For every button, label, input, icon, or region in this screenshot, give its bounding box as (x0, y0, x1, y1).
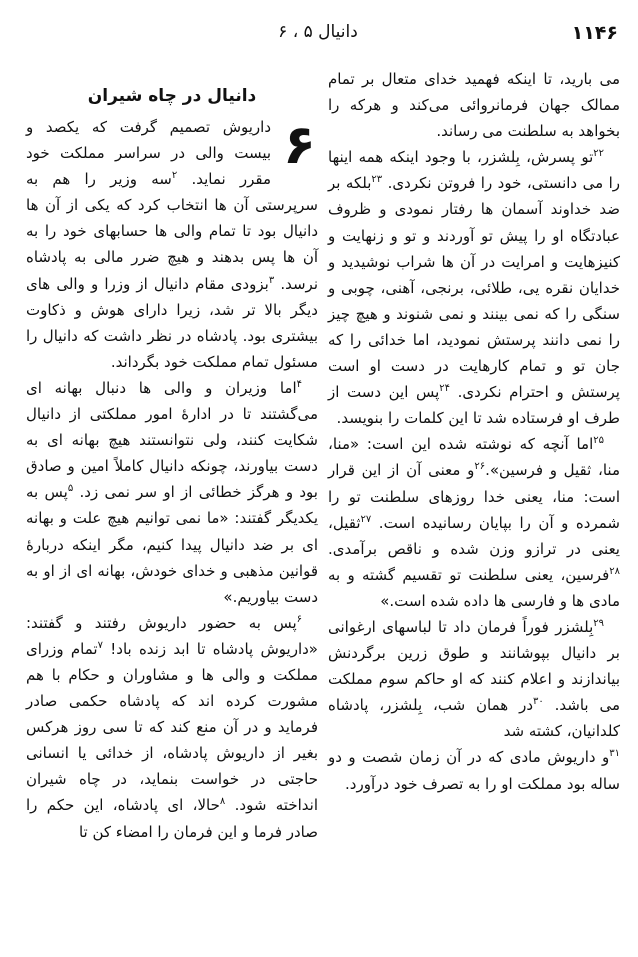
verse-number: ۳۰ (533, 696, 544, 708)
page-header (18, 22, 618, 52)
verse: $^{۲۵}$اما آنچه که نوشته شده این است: «منا، منا، ثقیل و فرسین».$^{۲۶}$و معنی آن از این قرار است: منا، یعنی خدا روزهای سلطنت تو را شمرده و آن را بپایان رسانیده است. $^{۲۷}$ثقیل، یعنی در ترازو وزن شده و ناقص برآمدی. $^{۲۸}$فرسین، یعنی سلطنت تو تقسیم گشته و به مادی ها و فارسی ها داده شده است.» (328, 435, 620, 610)
verse-number: ۲۴ (439, 383, 451, 395)
verse: $^{۳۱}$و داریوش مادی که در آن زمان شصت و دو ساله بود مملکت او را به تصرف خود درآورد. (328, 748, 620, 793)
paragraph: می بارید، تا اینکه فهمید خدای متعال بر تمام ممالک جهان فرمانروائی می‌کند و هرکه را بخواهد به سلطنت می رساند. (328, 70, 620, 141)
chapter-number: ۶ (283, 113, 316, 176)
verse-number: ۴ (296, 378, 302, 390)
verse-number: ۳ (268, 274, 275, 286)
verse-number: ۲۳ (371, 174, 383, 186)
verse: $^{۲۲}$تو پسرش، بِلشزر، با وجود اینکه همه اینها را می دانستی، خود را فروتن نکردی. $^{۲۳}$بلکه بر ضد خداوند آسمان ها رفتار نمودی و ظروف عبادتگاه او را پیش تو آوردند و تو و زنهایت و کنیزهایت و امرایت در آن ها شراب نوشیدید و خدایان نقره یی، طلائی، برنجی، آهنی، چوبی و سنگی را که نمی بینند و نمی شنوند و هیچ چیز را نمی دانند پرستش نمودید، اما خدائی را که جان تو و تمام کارهایت در دست او است پرستش و احترام نکردی. $^{۲۴}$پس این دست از طرف او فرستاده شد تا این کلمات را بنویسد. (328, 148, 620, 428)
left-column (26, 66, 318, 845)
section-title: دانیال در چاه شیران (87, 86, 257, 106)
verse-number: ۲۷ (360, 513, 372, 525)
running-head: دانیال ۵ ، ۶ (278, 22, 358, 42)
verse: $^۴$اما وزیران و والی ها دنبال بهانه ای می‌گشتند تا در ادارهٔ امور مملکتی از دانیال شکایت کنند، ولی نتوانستند هیچ بهانه ای به دست بیاورند، چونکه دانیال کاملاً امین و صادق بود و هرگز خطائی از او سر نمی زد. $^۵$پس به یکدیگر گفتند: «ما نمی توانیم هیچ علت و بهانه ای بر ضد دانیال پیدا کنیم، مگر اینکه دربارهٔ قوانین مذهبی و خدای خودش، بهانه ای از او به دست بیاوریم.» (26, 378, 318, 606)
verse-number: ۸ (219, 796, 226, 808)
verse-number: ۶ (296, 613, 302, 625)
verse-number: ۷ (97, 639, 103, 651)
chapter-opening: ۶ داریوش تصمیم گرفت که یکصد و بیست والی در سراسر مملکت خود مقرر نماید. $^۲$سه وزیر را هم به سرپرستی آن ها انتخاب کرد که یکی از آن ها دانیال بود تا تمام والی ها حسابهای خود را به آن ها پس بدهند و هیچ ضرر مالی به پادشاه نرسد. $^۳$بزودی مقام دانیال از وزرا و والی های دیگر بالا تر شد، زیرا دارای هوش و ذکاوت بیشتری بود. پادشاه در نظر داشت که دانیال را مسئول تمام مملکت خود بگرداند. (26, 113, 318, 371)
verse-number: ۳۱ (609, 748, 620, 760)
right-column (328, 66, 620, 797)
verse-number: ۲۶ (474, 461, 486, 473)
page-number: ۱۱۴۶ (571, 22, 618, 44)
verse-number: ۵ (67, 483, 74, 495)
verse-number: ۲۹ (593, 617, 604, 629)
verse-number: ۲ (171, 170, 178, 182)
verse-number: ۲۸ (609, 565, 620, 577)
verse-number: ۲۲ (593, 148, 604, 160)
verse-number: ۲۵ (593, 435, 604, 447)
verse: $^۶$پس به حضور داریوش رفتند و گفتند: «داریوش پادشاه تا ابد زنده باد! $^۷$تمام وزرای مملکت و والی ها و مشاوران و حکام با هم مشورت کرده اند که پادشاه حکمی صادر فرماید و در آن منع کند که تا سی روز هرکس بغیر از داریوش پادشاه، از خدائی یا انسانی حاجتی در خواست بنماید، در چاه شیران انداخته شود. $^۸$حالا، ای پادشاه، این حکم را صادر فرما و این فرمان را امضاء کن تا (26, 613, 318, 841)
verse: $^{۲۹}$بِلشزر فوراً فرمان داد تا لباسهای ارغوانی بر دانیال بپوشانند و طوق زرین برگردنش بیاندازند و اعلام کنند که او حاکم سوم مملکت می باشد. $^{۳۰}$در همان شب، بِلشزر، پادشاه کلدانیان، کشته شد (328, 617, 620, 741)
